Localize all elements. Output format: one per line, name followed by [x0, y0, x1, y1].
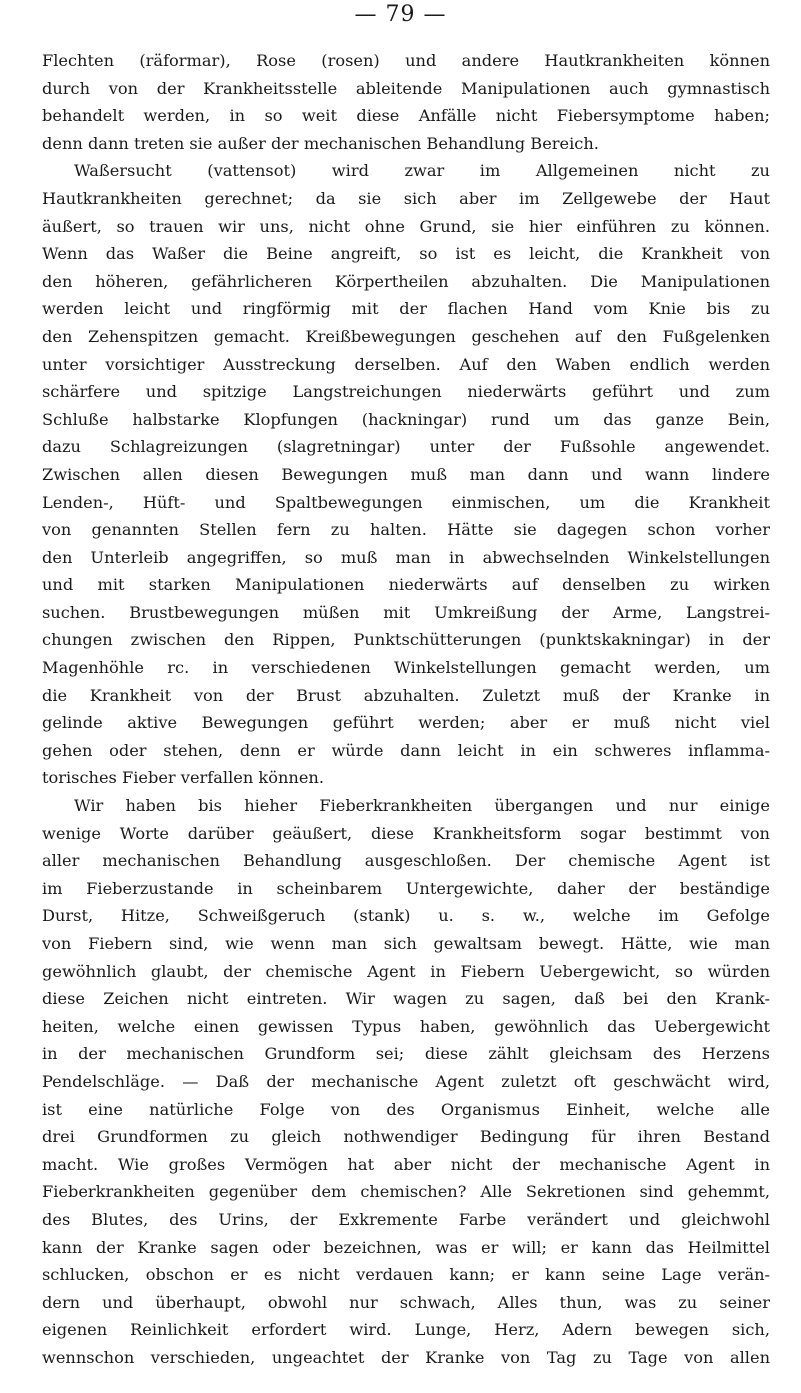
text-line: den Zehenspitzen gemacht. Kreißbewegungen geschehen auf den Fußgelenken: [42, 326, 770, 346]
text-line: gewöhnlich glaubt, der chemische Agent in Fiebern Uebergewicht, so würden: [42, 961, 770, 981]
text-line: von Fiebern sind, wie wenn man sich gewaltsam bewegt. Hätte, wie man: [42, 934, 770, 953]
text-line: Flechten (räformar), Rose (rosen) und andere Hautkrankheiten können: [42, 51, 770, 70]
text-line: im Fieberzustande in scheinbarem Untergewichte, daher der beständige: [42, 878, 770, 898]
text-line: aller mechanischen Behandlung ausgeschloßen. Der chemische Agent ist: [42, 851, 770, 871]
text-line: chungen zwischen den Rippen, Punktschütterungen (punktskakningar) in der: [42, 630, 770, 650]
text-line: kann der Kranke sagen oder bezeichnen, was er will; er kann das Heilmittel: [42, 1237, 770, 1257]
text-line: ist eine natürliche Folge von des Organismus Einheit, welche alle: [42, 1099, 770, 1119]
text-line: Zwischen allen diesen Bewegungen muß man dann und wann lindere: [42, 464, 770, 484]
text-line: Lenden-, Hüft- und Spaltbewegungen einmischen, um die Krankheit: [42, 492, 770, 512]
text-line: Fieberkrankheiten gegenüber dem chemischen? Alle Sekretionen sind gehemmt,: [42, 1182, 770, 1202]
text-line: eigenen Reinlichkeit erfordert wird. Lunge, Herz, Adern bewegen sich,: [42, 1320, 770, 1340]
text-line: schärfere und spitzige Langstreichungen niederwärts geführt und zum: [42, 382, 770, 402]
text-line: den Unterleib angegriffen, so muß man in abwechselnden Winkelstellungen: [42, 547, 770, 567]
text-line: heiten, welche einen gewissen Typus haben, gewöhnlich das Uebergewicht: [42, 1016, 770, 1036]
text-line: dazu Schlagreizungen (slagretningar) unter der Fußsohle angewendet.: [42, 437, 770, 457]
text-line: drei Grundformen zu gleich nothwendiger Bedingung für ihren Bestand: [42, 1127, 770, 1147]
text-line: suchen. Brustbewegungen müßen mit Umkreißung der Arme, Langstrei-: [42, 602, 770, 622]
text-line: durch von der Krankheitsstelle ableitende Manipulationen auch gymnastisch: [42, 78, 770, 98]
text-line: macht. Wie großes Vermögen hat aber nicht der mechanische Agent in: [42, 1154, 770, 1174]
text-line: Schluße halbstarke Klopfungen (hackningar) rund um das ganze Bein,: [42, 409, 770, 429]
text-line: dern und überhaupt, obwohl nur schwach, Alles thun, was zu seiner: [42, 1292, 770, 1312]
text-line: werden leicht und ringförmig mit der flachen Hand vom Knie bis zu: [42, 299, 770, 319]
text-line: Magenhöhle rc. in verschiedenen Winkelstellungen gemacht werden, um: [42, 658, 770, 678]
text-line: diese Zeichen nicht eintreten. Wir wagen zu sagen, daß bei den Krank-: [42, 989, 770, 1009]
text-line: den höheren, gefährlicheren Körpertheilen abzuhalten. Die Manipulationen: [42, 271, 770, 291]
text-line: von genannten Stellen fern zu halten. Hätte sie dagegen schon vorher: [42, 520, 770, 540]
text-line: torisches Fieber verfallen können.: [42, 768, 324, 788]
text-line: Wenn das Waßer die Beine angreift, so ist es leicht, die Krankheit von: [42, 244, 770, 264]
text-line: gehen oder stehen, denn er würde dann leicht in ein schweres inflamma-: [42, 740, 770, 760]
text-line: Wir haben bis hieher Fieberkrankheiten übergangen und nur einige: [74, 796, 770, 816]
text-line: behandelt werden, in so weit diese Anfälle nicht Fiebersymptome haben;: [42, 106, 770, 126]
text-line: gelinde aktive Bewegungen geführt werden; aber er muß nicht viel: [42, 713, 770, 733]
text-line: die Krankheit von der Brust abzuhalten. Zuletzt muß der Kranke in: [42, 685, 770, 705]
text-line: Waßersucht (vattensot) wird zwar im Allgemeinen nicht zu: [74, 161, 770, 181]
text-line: äußert, so trauen wir uns, nicht ohne Grund, sie hier einführen zu können.: [42, 216, 770, 236]
text-line: Hautkrankheiten gerechnet; da sie sich aber im Zellgewebe der Haut: [42, 188, 770, 208]
text-line: unter vorsichtiger Ausstreckung derselben. Auf den Waben endlich werden: [42, 354, 770, 374]
body-text: [42, 47, 770, 1372]
text-line: des Blutes, des Urins, der Exkremente Farbe verändert und gleichwohl: [42, 1209, 770, 1229]
text-line: wennschon verschieden, ungeachtet der Kranke von Tag zu Tage von allen: [42, 1347, 770, 1367]
text-line: und mit starken Manipulationen niederwärts auf denselben zu wirken: [42, 575, 770, 595]
text-line: denn dann treten sie außer der mechanischen Behandlung Bereich.: [42, 133, 599, 153]
text-line: Pendelschläge. — Daß der mechanische Agent zuletzt oft geschwächt wird,: [42, 1071, 770, 1091]
text-line: in der mechanischen Grundform sei; diese zählt gleichsam des Herzens: [42, 1044, 770, 1064]
page-number: — 79 —: [354, 2, 447, 27]
text-line: wenige Worte darüber geäußert, diese Krankheitsform sogar bestimmt von: [42, 823, 770, 843]
text-line: Durst, Hitze, Schweißgeruch (stank) u. s. w., welche im Gefolge: [42, 906, 770, 926]
text-line: schlucken, obschon er es nicht verdauen kann; er kann seine Lage verän-: [42, 1265, 770, 1285]
